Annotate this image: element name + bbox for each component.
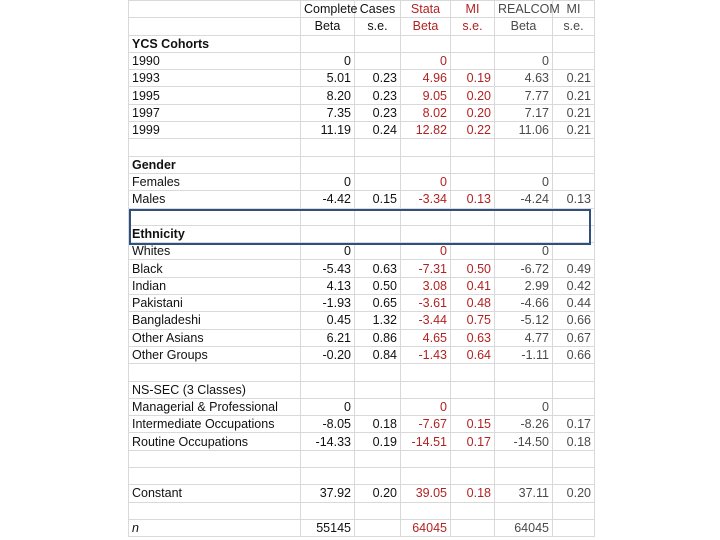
cell-complete-beta: -8.05 xyxy=(301,416,355,433)
table-row xyxy=(129,243,595,260)
cell-complete-se xyxy=(355,35,401,52)
cell-complete-se: 0.65 xyxy=(355,295,401,312)
table-row xyxy=(129,450,595,467)
cell-complete-se: 0.23 xyxy=(355,87,401,104)
row-label xyxy=(129,502,301,519)
cell-realcom-se: 0.20 xyxy=(553,485,595,502)
cell-complete-se xyxy=(355,156,401,173)
cell-complete-se: 0.18 xyxy=(355,416,401,433)
cell-complete-se: 0.23 xyxy=(355,70,401,87)
cell-stata-se xyxy=(451,173,495,190)
cell-complete-beta: -4.42 xyxy=(301,191,355,208)
cell-realcom-beta: -6.72 xyxy=(495,260,553,277)
cell-complete-beta xyxy=(301,502,355,519)
cell-complete-se xyxy=(355,139,401,156)
cell-realcom-beta xyxy=(495,35,553,52)
cell-realcom-beta: 0 xyxy=(495,52,553,69)
cell-complete-beta xyxy=(301,225,355,242)
cell-realcom-beta xyxy=(495,468,553,485)
cell-stata-se xyxy=(451,519,495,536)
cell-complete-se xyxy=(355,243,401,260)
cell-complete-beta: 0 xyxy=(301,243,355,260)
regression-table xyxy=(128,0,595,537)
cell-stata-beta: 4.65 xyxy=(401,329,451,346)
cell-complete-beta xyxy=(301,468,355,485)
cell-stata-beta xyxy=(401,364,451,381)
cell-complete-se xyxy=(355,398,401,415)
header-cell-realcom-se: MI xyxy=(553,1,595,18)
cell-stata-beta: 39.05 xyxy=(401,485,451,502)
cell-complete-beta: -14.33 xyxy=(301,433,355,450)
table-row xyxy=(129,104,595,121)
cell-stata-se xyxy=(451,398,495,415)
cell-stata-beta xyxy=(401,502,451,519)
cell-realcom-beta: 0 xyxy=(495,173,553,190)
cell-realcom-beta: 2.99 xyxy=(495,277,553,294)
cell-stata-beta xyxy=(401,156,451,173)
header-cell-label xyxy=(129,18,301,35)
header-cell-label xyxy=(129,1,301,18)
table-row xyxy=(129,468,595,485)
cell-stata-beta xyxy=(401,225,451,242)
cell-stata-se xyxy=(451,156,495,173)
cell-realcom-se: 0.21 xyxy=(553,104,595,121)
row-label: Pakistani xyxy=(129,295,301,312)
cell-complete-beta xyxy=(301,35,355,52)
cell-complete-se: 0.23 xyxy=(355,104,401,121)
cell-stata-se: 0.22 xyxy=(451,122,495,139)
cell-realcom-se: 0.66 xyxy=(553,346,595,363)
header-cell-complete-beta: Beta xyxy=(301,18,355,35)
header-cell-stata-beta: Beta xyxy=(401,18,451,35)
row-label: Intermediate Occupations xyxy=(129,416,301,433)
cell-complete-beta xyxy=(301,381,355,398)
cell-complete-beta: 11.19 xyxy=(301,122,355,139)
table-row xyxy=(129,519,595,536)
cell-complete-se: 0.24 xyxy=(355,122,401,139)
cell-realcom-beta: 4.63 xyxy=(495,70,553,87)
row-label: 1995 xyxy=(129,87,301,104)
table-row xyxy=(129,312,595,329)
cell-realcom-se xyxy=(553,225,595,242)
cell-complete-se: 0.19 xyxy=(355,433,401,450)
cell-realcom-se xyxy=(553,243,595,260)
cell-stata-beta: 0 xyxy=(401,52,451,69)
cell-realcom-beta xyxy=(495,156,553,173)
table-row xyxy=(129,173,595,190)
spreadsheet xyxy=(128,0,594,540)
cell-realcom-se xyxy=(553,519,595,536)
cell-realcom-beta: -5.12 xyxy=(495,312,553,329)
cell-complete-beta xyxy=(301,364,355,381)
cell-stata-se: 0.13 xyxy=(451,191,495,208)
cell-stata-se: 0.50 xyxy=(451,260,495,277)
cell-realcom-se xyxy=(553,173,595,190)
cell-complete-se xyxy=(355,225,401,242)
cell-stata-beta xyxy=(401,468,451,485)
cell-stata-se xyxy=(451,225,495,242)
cell-stata-se xyxy=(451,468,495,485)
cell-stata-beta: 0 xyxy=(401,173,451,190)
cell-complete-beta: 0 xyxy=(301,52,355,69)
row-label xyxy=(129,139,301,156)
cell-complete-se xyxy=(355,173,401,190)
cell-stata-beta: 64045 xyxy=(401,519,451,536)
cell-stata-se xyxy=(451,450,495,467)
cell-realcom-se: 0.18 xyxy=(553,433,595,450)
row-label: Ethnicity xyxy=(129,225,301,242)
header-cell-stata-se: s.e. xyxy=(451,18,495,35)
cell-stata-beta: 4.96 xyxy=(401,70,451,87)
cell-stata-beta: -3.34 xyxy=(401,191,451,208)
cell-stata-se: 0.20 xyxy=(451,104,495,121)
cell-realcom-se: 0.42 xyxy=(553,277,595,294)
cell-realcom-beta: 0 xyxy=(495,243,553,260)
table-row xyxy=(129,364,595,381)
cell-complete-se: 1.32 xyxy=(355,312,401,329)
header-cell-stata-beta: Stata xyxy=(401,1,451,18)
row-label: n xyxy=(129,519,301,536)
table-row xyxy=(129,416,595,433)
cell-realcom-se: 0.44 xyxy=(553,295,595,312)
table-row xyxy=(129,139,595,156)
cell-realcom-se xyxy=(553,450,595,467)
cell-stata-se xyxy=(451,364,495,381)
cell-realcom-beta: -4.66 xyxy=(495,295,553,312)
cell-realcom-beta: 7.77 xyxy=(495,87,553,104)
cell-realcom-beta xyxy=(495,450,553,467)
cell-stata-se: 0.75 xyxy=(451,312,495,329)
cell-realcom-se xyxy=(553,502,595,519)
header-cell-realcom-beta: Beta xyxy=(495,18,553,35)
cell-stata-se: 0.17 xyxy=(451,433,495,450)
row-label: Gender xyxy=(129,156,301,173)
cell-stata-se xyxy=(451,243,495,260)
table-row xyxy=(129,502,595,519)
header-cell-stata-se: MI xyxy=(451,1,495,18)
cell-stata-beta: -3.61 xyxy=(401,295,451,312)
cell-realcom-beta xyxy=(495,225,553,242)
cell-stata-beta: -1.43 xyxy=(401,346,451,363)
cell-complete-beta: 5.01 xyxy=(301,70,355,87)
row-label xyxy=(129,208,301,225)
row-label: Bangladeshi xyxy=(129,312,301,329)
cell-complete-beta: -0.20 xyxy=(301,346,355,363)
cell-stata-beta: 0 xyxy=(401,398,451,415)
row-label: 1999 xyxy=(129,122,301,139)
cell-realcom-se xyxy=(553,468,595,485)
table-row xyxy=(129,329,595,346)
table-row xyxy=(129,208,595,225)
row-label: Whites xyxy=(129,243,301,260)
cell-complete-beta: 37.92 xyxy=(301,485,355,502)
cell-stata-beta: -7.67 xyxy=(401,416,451,433)
cell-stata-se: 0.20 xyxy=(451,87,495,104)
table-row xyxy=(129,381,595,398)
cell-realcom-beta xyxy=(495,364,553,381)
cell-realcom-beta xyxy=(495,381,553,398)
cell-stata-beta: 3.08 xyxy=(401,277,451,294)
cell-complete-se xyxy=(355,52,401,69)
cell-realcom-se xyxy=(553,156,595,173)
cell-stata-beta: -3.44 xyxy=(401,312,451,329)
cell-stata-beta: -7.31 xyxy=(401,260,451,277)
cell-stata-se xyxy=(451,208,495,225)
cell-stata-beta xyxy=(401,35,451,52)
cell-stata-se: 0.15 xyxy=(451,416,495,433)
cell-stata-se: 0.48 xyxy=(451,295,495,312)
cell-complete-se xyxy=(355,468,401,485)
cell-realcom-se: 0.66 xyxy=(553,312,595,329)
cell-stata-se xyxy=(451,502,495,519)
cell-realcom-beta: -1.11 xyxy=(495,346,553,363)
cell-stata-se xyxy=(451,381,495,398)
cell-stata-beta xyxy=(401,381,451,398)
row-label: 1997 xyxy=(129,104,301,121)
header-cell-complete-se: Cases xyxy=(355,1,401,18)
table-row xyxy=(129,52,595,69)
row-label: 1993 xyxy=(129,70,301,87)
row-label: Other Groups xyxy=(129,346,301,363)
cell-stata-se: 0.19 xyxy=(451,70,495,87)
cell-realcom-beta xyxy=(495,502,553,519)
cell-complete-se: 0.84 xyxy=(355,346,401,363)
cell-realcom-se: 0.21 xyxy=(553,87,595,104)
cell-stata-se xyxy=(451,139,495,156)
cell-complete-beta: 6.21 xyxy=(301,329,355,346)
row-label xyxy=(129,468,301,485)
table-row xyxy=(129,191,595,208)
header-cell-realcom-beta: REALCOM xyxy=(495,1,553,18)
cell-stata-se: 0.41 xyxy=(451,277,495,294)
cell-realcom-se: 0.13 xyxy=(553,191,595,208)
cell-stata-se: 0.64 xyxy=(451,346,495,363)
cell-realcom-beta: 4.77 xyxy=(495,329,553,346)
cell-realcom-beta: -14.50 xyxy=(495,433,553,450)
row-label: Other Asians xyxy=(129,329,301,346)
row-label: Constant xyxy=(129,485,301,502)
cell-realcom-se xyxy=(553,139,595,156)
cell-complete-beta: 0.45 xyxy=(301,312,355,329)
cell-stata-beta: 9.05 xyxy=(401,87,451,104)
table-row xyxy=(129,225,595,242)
table-row xyxy=(129,260,595,277)
table-row xyxy=(129,122,595,139)
cell-complete-se: 0.15 xyxy=(355,191,401,208)
cell-realcom-beta xyxy=(495,208,553,225)
cell-realcom-beta: 11.06 xyxy=(495,122,553,139)
cell-realcom-se: 0.17 xyxy=(553,416,595,433)
cell-realcom-se: 0.21 xyxy=(553,122,595,139)
row-label: Black xyxy=(129,260,301,277)
cell-stata-beta xyxy=(401,139,451,156)
table-row xyxy=(129,35,595,52)
cell-realcom-se: 0.21 xyxy=(553,70,595,87)
table-row xyxy=(129,87,595,104)
cell-realcom-se xyxy=(553,35,595,52)
row-label: Routine Occupations xyxy=(129,433,301,450)
header-cell-complete-se: s.e. xyxy=(355,18,401,35)
table-row xyxy=(129,70,595,87)
cell-complete-se: 0.86 xyxy=(355,329,401,346)
cell-complete-se xyxy=(355,519,401,536)
cell-complete-beta: -5.43 xyxy=(301,260,355,277)
cell-complete-se xyxy=(355,208,401,225)
cell-realcom-se xyxy=(553,398,595,415)
cell-realcom-se: 0.67 xyxy=(553,329,595,346)
table-row xyxy=(129,156,595,173)
cell-stata-beta: 12.82 xyxy=(401,122,451,139)
cell-complete-beta: 7.35 xyxy=(301,104,355,121)
cell-realcom-se xyxy=(553,381,595,398)
cell-complete-se xyxy=(355,502,401,519)
cell-realcom-beta: 7.17 xyxy=(495,104,553,121)
cell-stata-se xyxy=(451,52,495,69)
row-label: 1990 xyxy=(129,52,301,69)
table-row xyxy=(129,433,595,450)
cell-realcom-beta: -8.26 xyxy=(495,416,553,433)
cell-realcom-beta: 64045 xyxy=(495,519,553,536)
row-label: NS-SEC (3 Classes) xyxy=(129,381,301,398)
cell-complete-se xyxy=(355,381,401,398)
cell-complete-beta: 0 xyxy=(301,173,355,190)
cell-realcom-se: 0.49 xyxy=(553,260,595,277)
header-cell-complete-beta: Complete xyxy=(301,1,355,18)
row-label xyxy=(129,450,301,467)
table-row xyxy=(129,277,595,294)
cell-complete-beta xyxy=(301,208,355,225)
cell-complete-se: 0.20 xyxy=(355,485,401,502)
cell-complete-se: 0.63 xyxy=(355,260,401,277)
cell-realcom-beta xyxy=(495,139,553,156)
cell-stata-beta: -14.51 xyxy=(401,433,451,450)
header-cell-realcom-se: s.e. xyxy=(553,18,595,35)
cell-stata-beta xyxy=(401,450,451,467)
cell-complete-beta: 0 xyxy=(301,398,355,415)
cell-complete-beta xyxy=(301,156,355,173)
row-label: Indian xyxy=(129,277,301,294)
table-row xyxy=(129,398,595,415)
cell-realcom-se xyxy=(553,52,595,69)
cell-realcom-beta: 0 xyxy=(495,398,553,415)
row-label: Males xyxy=(129,191,301,208)
table-row xyxy=(129,295,595,312)
cell-realcom-se xyxy=(553,364,595,381)
row-label: Managerial & Professional xyxy=(129,398,301,415)
cell-stata-se xyxy=(451,35,495,52)
table-row xyxy=(129,346,595,363)
cell-stata-beta: 0 xyxy=(401,243,451,260)
cell-complete-beta: 55145 xyxy=(301,519,355,536)
row-label: Females xyxy=(129,173,301,190)
cell-stata-beta xyxy=(401,208,451,225)
table-row xyxy=(129,485,595,502)
cell-stata-se: 0.18 xyxy=(451,485,495,502)
header-row-stats xyxy=(129,18,595,35)
cell-realcom-beta: -4.24 xyxy=(495,191,553,208)
cell-complete-se xyxy=(355,450,401,467)
cell-stata-beta: 8.02 xyxy=(401,104,451,121)
cell-realcom-beta: 37.11 xyxy=(495,485,553,502)
cell-stata-se: 0.63 xyxy=(451,329,495,346)
cell-complete-beta: -1.93 xyxy=(301,295,355,312)
header-row-methods xyxy=(129,1,595,18)
cell-complete-se xyxy=(355,364,401,381)
cell-complete-se: 0.50 xyxy=(355,277,401,294)
cell-complete-beta: 8.20 xyxy=(301,87,355,104)
row-label: YCS Cohorts xyxy=(129,35,301,52)
cell-complete-beta: 4.13 xyxy=(301,277,355,294)
cell-complete-beta xyxy=(301,450,355,467)
cell-realcom-se xyxy=(553,208,595,225)
cell-complete-beta xyxy=(301,139,355,156)
row-label xyxy=(129,364,301,381)
